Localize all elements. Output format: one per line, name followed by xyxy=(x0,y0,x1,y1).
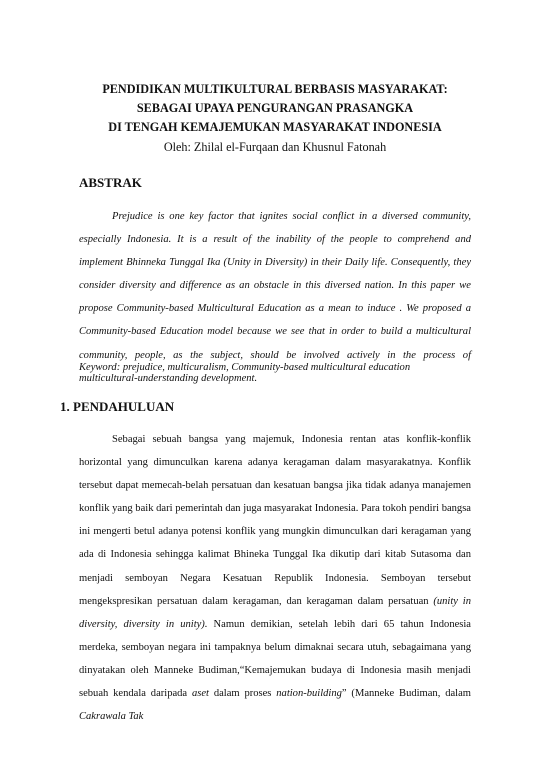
abstract-text: Prejudice is one key factor that ignites social conflict in a diversed community, especially Indonesia. It is a result of the inability of the people to comprehend and implement Bhinneka Tunggal Ika (Unity in Diversity) in their Daily life. Consequently, they consider diversity and difference as an obstacle in this diversed nation. In this paper we propose Community-based Multicultural Education as a mean to induce . We proposed a Community-based Education model because we see that in order to build a multicultural community, people, as the subject, should be involved actively in the process of multicultural-understanding development. xyxy=(79,211,471,384)
body-text-d: ” (Manneke Budiman, dalam xyxy=(341,688,471,700)
body-text-c: dalam proses xyxy=(208,688,277,700)
body-paragraph xyxy=(79,428,471,728)
body-text-b: Namun demikian, setelah lebih dari 65 tahun Indonesia merdeka, semboyan negara ini tampaknya belum dimaknai secara utuh, sebagaimana yang dinyatakan oleh Manneke Budiman,“Kemajemukan budaya di Indonesia masih menjadi sebuah kendala daripada xyxy=(79,618,471,700)
paper-title xyxy=(60,80,490,137)
body-italic-aset: aset xyxy=(191,688,209,700)
title-line-3: DI TENGAH KEMAJEMUKAN MASYARAKAT INDONESIA xyxy=(108,120,442,134)
author-line: Oleh: Zhilal el-Furqaan dan Khusnul Fatonah xyxy=(163,140,387,154)
section-heading-pendahuluan: 1. PENDAHULUAN xyxy=(60,399,175,414)
body-italic-nation-building: nation-building xyxy=(276,688,342,700)
body-italic-unity: (unity in diversity, diversity in unity). xyxy=(79,595,471,630)
body-text-a: Sebagai sebuah bangsa yang majemuk, Indonesia rentan atas konflik-konflik horizontal yang dimunculkan karena adanya keragaman dalam masyarakatnya. Konflik tersebut dapat memecah-belah persatuan dan kesatuan bangsa jika tidak adanya manajemen konflik yang baik dari pemerintah dan juga masyarakat Indonesia. Para tokoh pendiri bangsa ini mengerti betul adanya potensi konflik yang mungkin dimunculkan dari keragaman yang ada di Indonesia sehingga kalimat Bhineka Tunggal Ika dikutip dari kitab Sutasoma dan menjadi semboyan Negara Kesatuan Republik Indonesia. Semboyan tersebut mengekspresikan persatuan dalam keragaman, dan keragaman dalam persatuan xyxy=(79,434,471,607)
title-line-1: PENDIDIKAN MULTIKULTURAL BERBASIS MASYARAKAT: xyxy=(102,82,448,96)
title-line-2: SEBAGAI UPAYA PENGURANGAN PRASANGKA xyxy=(136,101,414,115)
keyword-line: Keyword: prejudice, multicuralism, Community-based multicultural education xyxy=(79,362,411,373)
abstract-heading: ABSTRAK xyxy=(79,175,142,190)
body-italic-cakrawala: Cakrawala Tak xyxy=(79,711,144,723)
